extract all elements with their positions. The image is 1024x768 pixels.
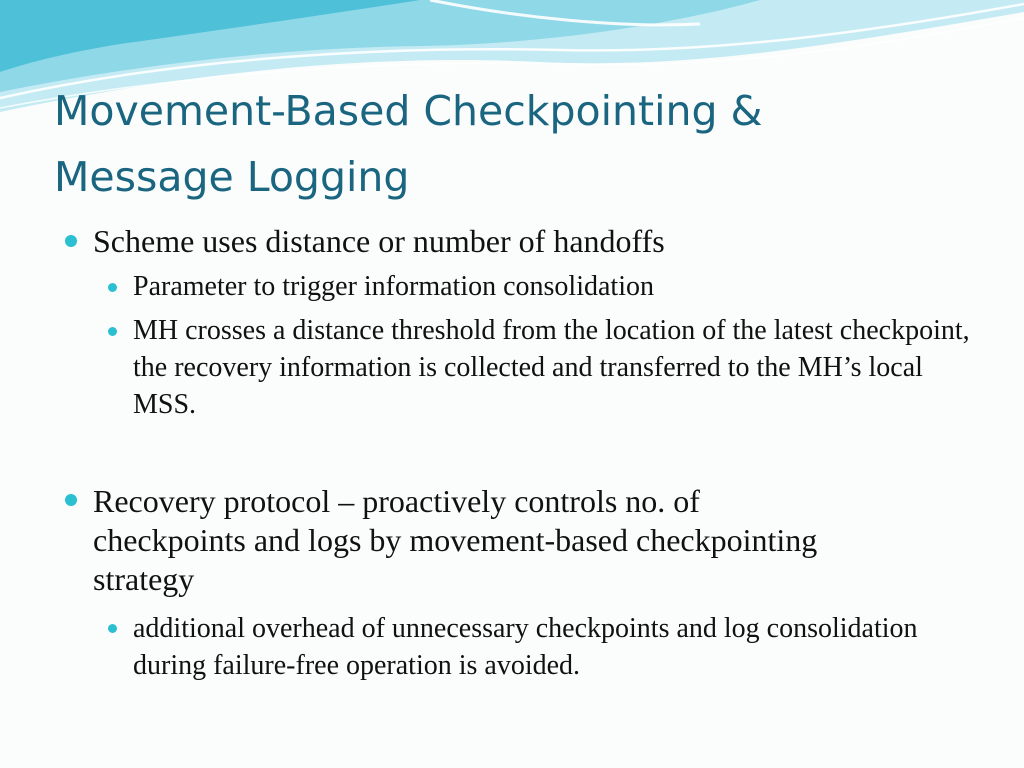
- sub-bullet-dot-icon: [108, 283, 117, 292]
- bullet-dot-icon: [65, 235, 77, 247]
- slide-title-line-2: Message Logging: [54, 153, 410, 201]
- bullet-2-sub-1-text: additional overhead of unnecessary checkpoints and log consolidation during failure-free operation is avoided.: [133, 613, 918, 681]
- bullet-1-sub-2-text: MH crosses a distance threshold from the location of the latest checkpoint, the recovery information is collected and transferred to the MH’s local MSS.: [133, 315, 970, 420]
- bullet-2-text: Recovery protocol – proactively controls no. of checkpoints and logs by movement-based checkpointing strategy: [93, 483, 818, 597]
- sub-bullet-dot-icon: [108, 624, 117, 633]
- bullet-1-sub-1-text: Parameter to trigger information consolidation: [133, 271, 654, 302]
- sub-bullet-dot-icon: [108, 327, 117, 336]
- bullet-1-text: Scheme uses distance or number of handoffs: [93, 223, 665, 259]
- slide-title-line-1: Movement-Based Checkpointing &: [54, 87, 763, 135]
- bullet-dot-icon: [65, 494, 77, 506]
